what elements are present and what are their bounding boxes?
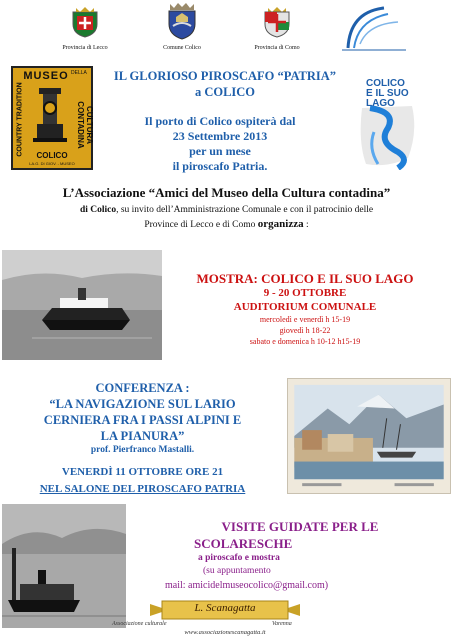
- assoc-colico: di Colico: [79, 205, 117, 215]
- lago-logo-line2: E IL SUO: [366, 88, 409, 99]
- footer-url[interactable]: www.associazionescanagatta.it: [184, 629, 266, 636]
- steamship-photo: [2, 250, 162, 360]
- mostra-hours-2: giovedì h 18-22: [279, 326, 331, 335]
- visite-line-2: SCOLARESCHE: [194, 536, 293, 551]
- visite-line-1: VISITE GUIDATE PER LE: [221, 519, 379, 534]
- museo-logo-left: COUNTRY TRADITION: [16, 82, 24, 157]
- colico-lago-logo: [348, 72, 430, 170]
- header-title-2: a COLICO: [194, 85, 256, 99]
- mostra-title: MOSTRA: COLICO E IL SUO LAGO: [196, 271, 414, 286]
- lecco-label: Provincia di Lecco: [62, 45, 108, 51]
- conferenza-venue: NEL SALONE DEL PIROSCAFO PATRIA: [39, 483, 246, 495]
- conferenza-prof: prof. Pierfranco Mastalli.: [90, 445, 195, 455]
- museo-logo-top: MUSEO: [23, 70, 69, 82]
- assoc-line-3: [10, 218, 443, 230]
- footer-banner: [150, 600, 300, 620]
- colico-coat-of-arms: [167, 2, 197, 40]
- footer-right: Varenna: [272, 621, 292, 627]
- museo-logo-small: LA.G. DI GIOV. - MUSEO: [29, 161, 75, 166]
- como-label: Provincia di Como: [254, 45, 300, 51]
- press-illustration-icon: [31, 84, 69, 144]
- assoc-line-2: [10, 205, 443, 215]
- museo-logo-della: DELLA: [71, 70, 87, 76]
- lecco-coat-of-arms: [72, 6, 98, 38]
- lago-logo-line1: COLICO: [366, 78, 405, 89]
- visite-line-3: a piroscafo e mostra: [198, 553, 280, 563]
- mostra-dates: 9 - 20 OTTOBRE: [263, 287, 347, 299]
- assoc-colon: :: [303, 220, 309, 230]
- conferenza-line-2: CERNIERA FRA I PASSI ALPINI E: [43, 413, 242, 427]
- museo-logo-right: CULTURA CONTADINA: [76, 101, 94, 149]
- lake-painting: [287, 378, 451, 494]
- mostra-hours-1: mercoledì e venerdì h 15-19: [259, 315, 351, 324]
- header-sub-4: il piroscafo Patria.: [172, 159, 268, 173]
- mostra-place: AUDITORIUM COMUNALE: [233, 301, 377, 313]
- visite-mail: mail: amicidelmuseocolico@gmail.com): [165, 580, 329, 591]
- como-coat-of-arms: [264, 6, 290, 38]
- conferenza-title: CONFERENZA :: [95, 381, 190, 395]
- blue-arc-logo: [338, 4, 410, 54]
- header-sub-2: 23 Settembre 2013: [172, 129, 268, 143]
- visite-line-4: (su appuntamento: [203, 566, 271, 576]
- conferenza-line-1: “LA NAVIGAZIONE SUL LARIO: [49, 397, 236, 411]
- assoc-province: Province di Lecco e di Como: [144, 220, 258, 230]
- footer-banner-text: L. Scanagatta: [194, 602, 256, 614]
- assoc-organizza: organizza: [257, 218, 304, 230]
- mostra-hours-3: sabato e domenica h 10-12 h15-19: [249, 337, 361, 346]
- footer-left: Associazione culturale: [112, 621, 167, 627]
- assoc-line-1: L’Associazione “Amici del Museo della Cultura contadina”: [62, 185, 391, 200]
- assoc-line-2-rest: , su invito dell’Amministrazione Comunale e con il patrocinio delle: [116, 205, 374, 215]
- conferenza-date: VENERDÌ 11 OTTOBRE ORE 21: [61, 466, 224, 478]
- colico-label: Comune Colico: [163, 45, 201, 51]
- museo-logo-bottom: COLICO: [36, 151, 68, 160]
- header-title-1: IL GLORIOSO PIROSCAFO “PATRIA”: [113, 69, 337, 83]
- conferenza-line-3: LA PIANURA”: [100, 429, 185, 443]
- header-sub-3: per un mese: [189, 144, 251, 158]
- header-sub-1: Il porto di Colico ospiterà dal: [144, 114, 296, 128]
- lago-logo-line3: LAGO: [366, 98, 395, 109]
- harbor-photo: [2, 504, 126, 628]
- museo-logo: [11, 66, 93, 170]
